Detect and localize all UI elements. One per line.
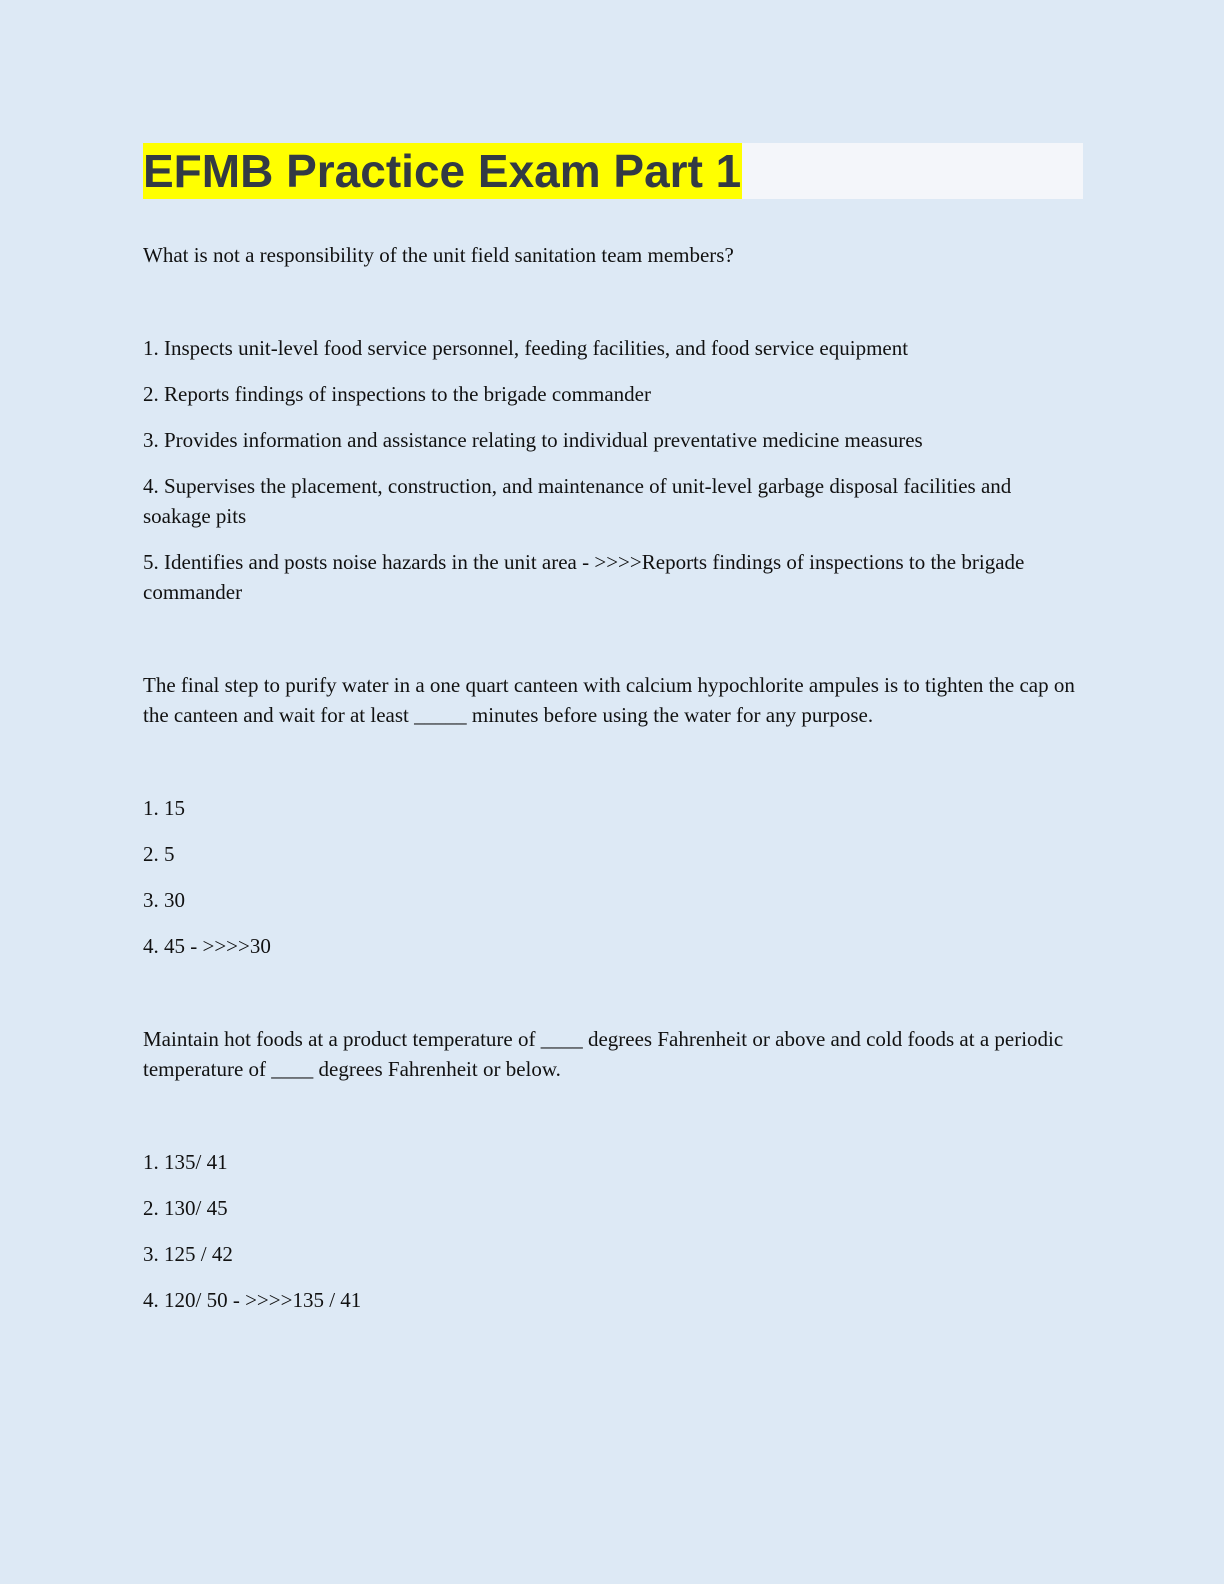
answer-option: 4. 45 - >>>>30 (143, 934, 271, 958)
answer-options (143, 793, 1083, 961)
answer-option: 3. Provides information and assistance relating to individual preventative medicine measures (143, 428, 923, 452)
answer-options (143, 333, 1083, 607)
answer-option: 1. 15 (143, 796, 185, 820)
exam-content (143, 240, 1083, 1315)
answer-option: 1. 135/ 41 (143, 1150, 228, 1174)
answer-option: 5. Identifies and posts noise hazards in the unit area - >>>>Reports findings of inspections to the brigade commander (143, 550, 1025, 604)
answer-option: 2. 130/ 45 (143, 1196, 228, 1220)
answer-option: 1. Inspects unit-level food service personnel, feeding facilities, and food service equipment (143, 336, 909, 360)
question-block (143, 670, 1083, 961)
answer-options (143, 1147, 1083, 1315)
page-title: EFMB Practice Exam Part 1 (143, 145, 742, 197)
question-block (143, 240, 1083, 607)
question-text: Maintain hot foods at a product temperature of ____ degrees Fahrenheit or above and cold foods at a periodic temperature of ____ degrees Fahrenheit or below. (143, 1027, 1064, 1081)
answer-option: 4. 120/ 50 - >>>>135 / 41 (143, 1288, 362, 1312)
question-block (143, 1024, 1083, 1315)
question-text: What is not a responsibility of the unit field sanitation team members? (143, 243, 734, 267)
answer-option: 3. 30 (143, 888, 185, 912)
answer-option: 4. Supervises the placement, construction, and maintenance of unit-level garbage disposal facilities and soakage pits (143, 474, 1012, 528)
answer-option: 2. Reports findings of inspections to the brigade commander (143, 382, 651, 406)
title-bar (143, 143, 1083, 199)
answer-option: 2. 5 (143, 842, 175, 866)
answer-option: 3. 125 / 42 (143, 1242, 233, 1266)
question-text: The final step to purify water in a one quart canteen with calcium hypochlorite ampules is to tighten the cap on the canteen and wait for at least _____ minutes before using the water for any purpose. (143, 673, 1075, 727)
